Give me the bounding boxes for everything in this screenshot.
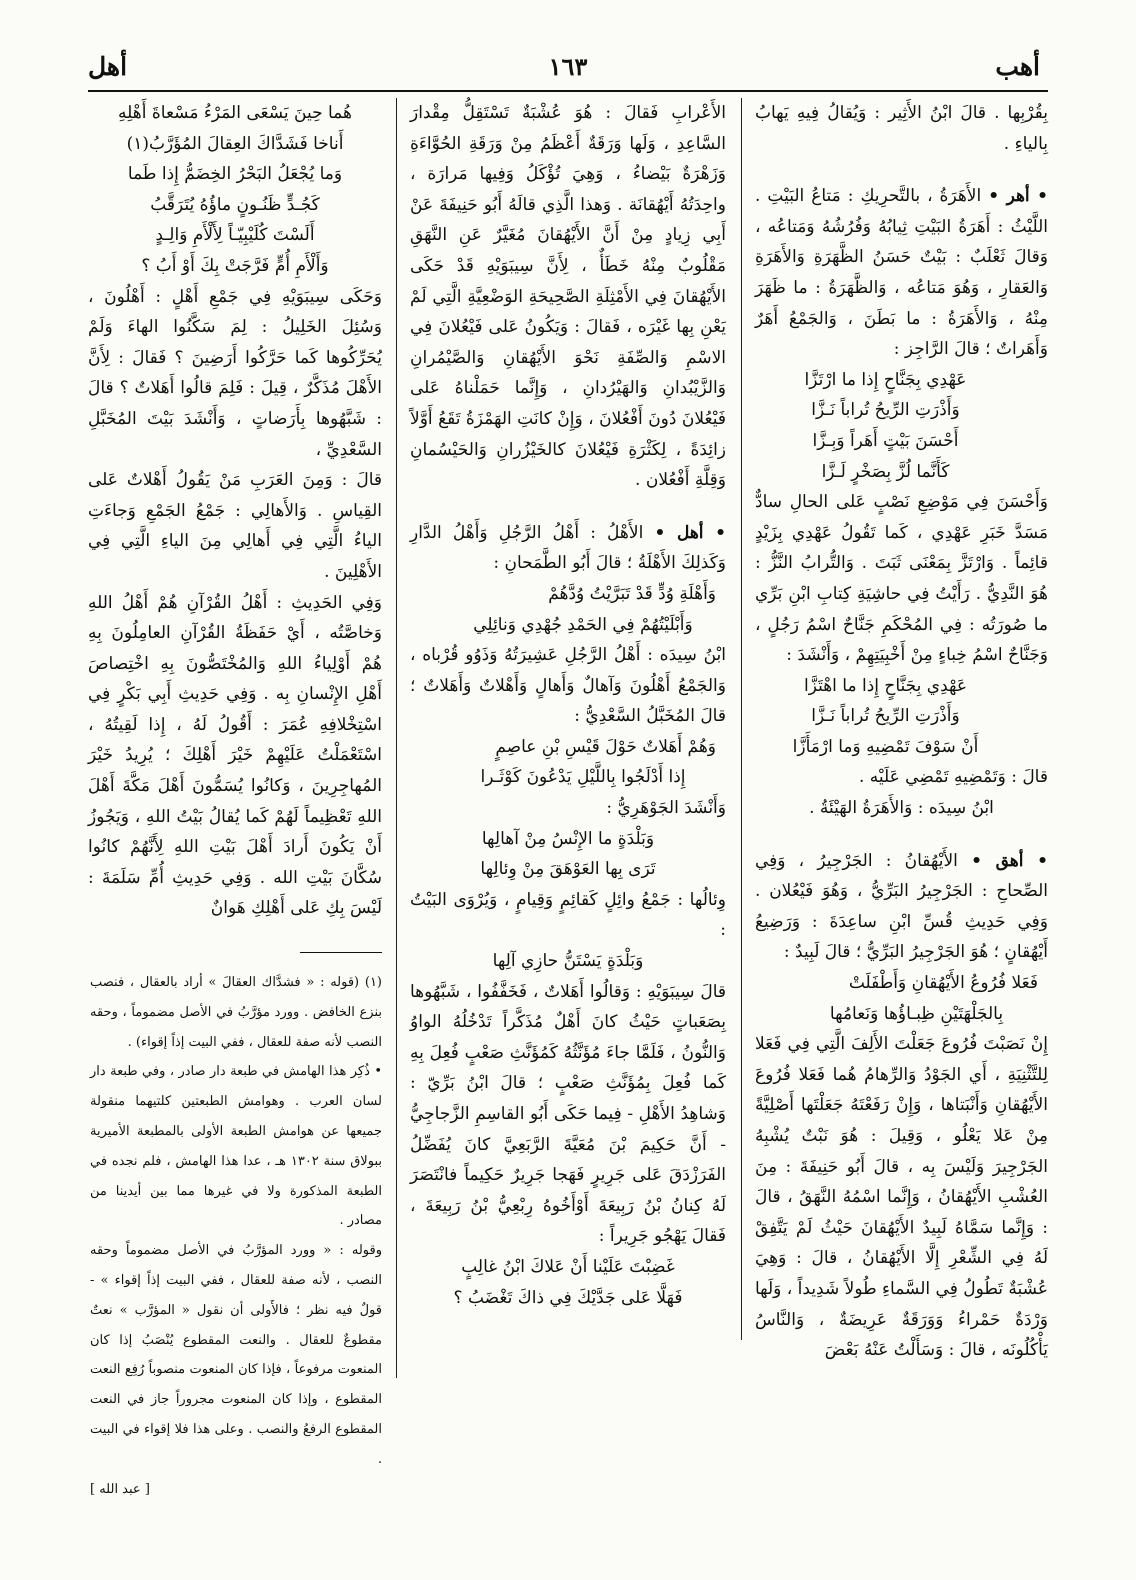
entry-text: الأَهْلُ : أَهْلُ الرَّجُلِ وَأَهْلُ الدَّارِ وَكَذلِكَ الأَهْلَةُ ؛ قالَ أَبُو الطَّمَحانِ : xyxy=(410,522,726,574)
verse-line: كَجُـدٍّ ظَنُـونٍ ماؤُهُ يُتَرَقَّبُ xyxy=(150,194,320,215)
right-column xyxy=(755,98,1048,1366)
header-rule xyxy=(88,90,1048,92)
entry-headword: • أهر • xyxy=(988,186,1048,207)
paragraph: إِنْ نَصَبْتَ فُرُوعَ جَعَلْتَ الأَلِفَ الَّتِي فِي فَعَلا لِلتَّثْنِيَةِ ، أَي الجَوْدُ وَالرِّهامُ هُما فَعَلا فُرُوعَ الأَيْهُقانِ وَأَنْبَتاها ، وَإِنْ رَفَعْتَهُ جَعَلْتَها أَصْلِيَّةً مِنْ عَلا يَعْلُو ، وَقِيلَ : هُوَ نَبْتٌ يُشْبِهُ الجَرْجِيرَ وَلَيْسَ بِه ، قالَ أَبُو حَنِيفَةَ : مِنَ العُشْبِ الأَيْهُقانُ ، وَإِنَّما اسْمُهُ النَّهَقُ ، قالَ : وَإِنَّما سَمَّاهُ لَبِيدٌ الأَيْهُقانَ حَيْثُ لَمْ يَتَّفِقْ لَهُ فِي الشِّعْرِ إِلَّا الأَيْهُقانُ ، قالَ : وَهِيَ عُشْبَةٌ تَطُولُ فِي السَّماءِ طُولاً شَدِيداً ، وَلَها وَرْدَةٌ حَمْراءُ وَوَرَقَةٌ عَرِيضَةٌ ، وَالنَّاسُ يَأْكُلُونَه ، قالَ : وَسَأَلْتُ عَنْهُ بَعْضَ xyxy=(754,1034,1048,1361)
footnote: وقوله : « وورد المؤرَّبُ في الأصل مضموماً وحقه النصب ، لأنه صفة للعقال ، ففي البيت إذاً إقواء » - قولٌ فيه نظر ؛ فالأَولى أن نقول « المؤرَّب » نعتٌ مقطوعٌ للعقال . والنعت المقطوع يُنْصَبُ إذا كان المنعوت مرفوعاً ، فإذا كان المنعوت منصوباً رُفِع النعت المقطوع ، وإذا كان المنعوت مجروراً جاز في النعت المقطوع الرفعُ والنصب . وعلى هذا فلا إقواء في البيت . xyxy=(90,1243,382,1467)
footnotes xyxy=(90,968,382,1504)
verse-line: فَهَلَّا عَلى جَدَّيْكَ فِي ذاكَ تَغْضَبُ ؟ xyxy=(453,1287,683,1308)
verse-line: فَعَلا فُرُوعُ الأَيْهُقانِ وَأَطْفَلَتْ xyxy=(848,973,1038,994)
paragraph: وَحَكَى سِيبَوَيْهِ فِي جَمْعِ أَهْلٍ : أَهْلُونَ ، وَسُئِلَ الخَلِيلُ : لِمَ سَكَّنُوا الهاءَ وَلَمْ يُحَرِّكُوها كَما حَرَّكُوا أَرَضِينَ ؟ فَقالَ : لِأَنَّ الأَهْلَ مُذَكَّرٌ ، قِيلَ : فَلِمَ قالُوا أَهَلاتٌ ؟ قالَ : شَبَّهُوها بِأَرَضاتٍ ، وَأَنْشَدَ بَيْتَ المُخَبَّلِ السَّعْدِيِّ ، xyxy=(88,286,382,460)
verse-line: وَأَلْأَمِ أُمٍّ فَرَّجَتْ بِكَ أَوْ أَبُ ؟ xyxy=(141,255,329,276)
entry-ahl xyxy=(410,518,726,579)
header-root-word-left: أهل xyxy=(88,52,128,81)
entry-headword: • أهل • xyxy=(654,522,727,543)
left-column xyxy=(88,98,382,924)
footnote: (١) (قوله : « فشدَّاك العقالَ » أراد بالعقال ، فنصب بنزع الخافض . وورد مؤرَّبُ في الأصل مضموماً ، وحقه النصب لأنه صفة للعقال ، ففي البيت إذاً إقواء) . xyxy=(90,975,382,1050)
paragraph: قالَ : وَتَمْضِيهِ تَمْضِي عَلَيْه . xyxy=(858,767,1048,788)
paragraph: بِقُرْبِها . قالَ ابْنُ الأَثِير : وَيُقالُ فِيهِ يَهابُ بِالياءِ . xyxy=(755,103,1048,154)
paragraph: ابْنُ سِيدَه : أَهْلُ الرَّجُلِ عَشِيرَتُهُ وَذَوُو قُرْباه ، وَالجَمْعُ أَهْلُونَ وَآهالٌ وَأَهالٍ وَأَهْلاتٌ وَأَهَلاتٌ ؛ قالَ المُخَبَّلُ السَّعْدِيُّ : xyxy=(410,645,726,727)
verse-line: إِذا أَدْلَجُوا بِاللَّيْلِ يَدْعُونَ كَوْثَـرا xyxy=(480,767,686,788)
entry-headword: • أهق • xyxy=(971,850,1049,871)
verse-line: عَهْدِي بِجَنَّاحٍ إِذا ما اهْتَزَّا xyxy=(803,675,968,696)
entry-text: الأَيْهُقانُ : الجَرْجِيرُ ، وَفِي الصِّحاحِ : الجَرْجِيرُ البَرِّيُّ ، وَهُوَ فَيْعُلان . وَفِي حَدِيثِ قُسِّ ابْنِ ساعِدَةَ : وَرَضِيعُ أَيْهُقانٍ ؛ هُوَ الجَرْجِيرُ البَرِّيُّ ؛ قالَ لَبِيدٌ : xyxy=(755,850,1048,963)
verse-line: غَضِبْتَ عَلَيْنا أَنْ عَلاكَ ابْنُ غالِبٍ xyxy=(461,1256,675,1277)
paragraph: وَفِي الحَدِيثِ : أَهْلُ القُرْآنِ هُمْ أَهْلُ اللهِ وَخاصَّتُه ، أَيْ حَفَظَةُ القُرْآنِ العامِلُونَ بِهِ هُمْ أَوْلِياءُ اللهِ وَالمُخْتَصُّونَ بِهِ اخْتِصاصَ أَهْلِ الإِنْسانِ بِه . وَفِي حَدِيثِ أَبِي بَكْرٍ فِي اسْتِخْلافِهِ عُمَرَ : أَقُولُ لَهُ ، إِذا لَقِيتُهُ ، اسْتَعْمَلْتُ عَلَيْهِمْ خَيْرَ أَهْلِكَ ؛ يُرِيدُ خَيْرَ المُهاجِرِينَ ، وَكانُوا يُسَمُّونَ أَهْلَ مَكَّةَ أَهْلَ اللهِ تَعْظِيماً لَهُمْ كَما يُقالُ بَيْتُ اللهِ ، وَيَجُوزُ أَنْ يَكُونَ أَرادَ أَهْلَ بَيْتِ اللهِ لِأَنَّهُمْ كانُوا سُكَّانَ بَيْتِ الله . وَفِي حَدِيثِ أُمِّ سَلَمَةَ : لَيْسَ بِكِ عَلى أَهْلِكِ هَوانٌ xyxy=(88,592,382,919)
footnote-signature: [ عبد الله ] xyxy=(90,1481,150,1497)
column-divider-left xyxy=(396,98,397,1378)
page-number: ١٦٣ xyxy=(548,52,588,81)
footnote: • ذُكِر هذا الهامش في طبعة دار صادر ، وفي طبعة دار لسان العرب . وهوامش الطبعتين كلتيهما منقولة جميعها عن هوامش الطبعة الأولى بالمطبعة الأميرية ببولاق سنة ١٣٠٢ هـ ، عدا هذا الهامش ، فلم نجده في الطبعة المذكورة ولا في غيرها مما بين أيدينا من مصادر . xyxy=(90,1064,382,1229)
column-divider-right xyxy=(741,98,742,1340)
paragraph: الأَعْرابِ فَقالَ : هُوَ عُشْبَةٌ تَسْتَقِلُّ مِقْدارَ السَّاعِدِ ، وَلَها وَرَقَةٌ أَعْظَمُ مِنْ وَرَقَةِ الحُوَّاءَةِ وَزَهْرَةٌ بَيْضاءُ ، وَهِيَ تُؤْكَلُ وَفِيها مَرارَة ، واحِدَتُهُ أَيْهُقانَة . وَهذا الَّذِي قالَهُ أَبُو حَنِيفَةَ عَنْ أَبِي زِيادٍ مِنْ أَنَّ الأَيْهُقانَ مُغَيَّرٌ عَنِ النَّهَقِ مَقْلُوبٌ مِنْهُ خَطَأٌ ، لِأَنَّ سِيبَوَيْهِ قَدْ حَكَى الأَيْهُقانَ فِي الأَمْثِلَةِ الصَّحِيحَةِ الوَضْعِيَّةِ الَّتِي لَمْ يَعْنِ بِها غَيْرَه ، فَقالَ : وَيَكُونُ عَلى فَيْعُلانَ فِي الاسْمِ وَالصِّفَةِ نَحْوَ الأَيْهُقانِ وَالصَّيْمُرانِ وَالزَّيْبُدانِ وَالهَيْرُدانِ ، وَإِنَّما حَمَلْناهُ عَلى فَيْعُلانَ دُونَ أَفْعُلانَ ، وَإِنْ كانَتِ الهَمْزَةُ تَقَعُ أَوَّلاً زائِدَةً ، لِكَثْرَةِ فَيْعُلانَ كالخَيْزُرانِ وَالحَيْسُمانِ وَقِلَّةِ أَفْعُلان . xyxy=(410,103,726,491)
verse-line: أَلَسْتَ كُلَيْبِيّـاً لِأَلْأَمِ وَالِـدٍ xyxy=(155,225,315,246)
verse-line: وَأَذْرَتِ الرِّيحُ تُراباً نَـزَّا xyxy=(811,706,960,727)
verse-line: وَأَهْلَةِ وُدٍّ قَدْ تَبَرَّيْتُ وُدَّهُمْ xyxy=(548,583,716,604)
verse-line: تَرَى بِها العَوْهَقَ مِنْ وِئالِها xyxy=(480,859,656,880)
verse-line: أَنْ سَوْفَ تَمْضِيهِ وَما ارْمَأَزَّا xyxy=(792,736,979,757)
verse-line: وَأَبْلَيْتُهُمْ فِي الحَمْدِ جُهْدِي وَنائِلِي xyxy=(473,614,693,635)
verse-line: بِالجَلْهَتَيْنِ ظِبـاؤُها وَنَعامُها xyxy=(829,1003,1004,1024)
footnote-rule xyxy=(300,952,382,953)
paragraph: وَأَنْشَدَ الجَوْهَرِيُّ : xyxy=(606,798,726,819)
header-root-word-right: أهب xyxy=(995,52,1040,81)
verse-line: هُما حِينَ يَسْعَى المَرْءُ مَسْعاةَ أَهْلِهِ xyxy=(118,103,352,123)
verse-line: وَما يُجْعَلُ البَحْرُ الخِضَمُّ إِذا طَما xyxy=(127,164,343,185)
paragraph: وِئالُها : جَمْعُ وائِلٍ كَقائِمٍ وَقِيامٍ ، وَيُرْوَى البَيْتُ : xyxy=(410,889,726,941)
paragraph: وَأَحْسَنَ فِي مَوْضِعِ نَصْبٍ عَلى الحالِ سادٌّ مَسَدَّ خَبَرِ عَهْدِي ، كَما تَقُولُ عَهْدِي بِزَيْدٍ قائِماً . وَارْتَزَّ بِمَعْنَى ثَبَتَ . وَالتُّرابُ النَّزُّ : هُوَ النَّدِيُّ . رَأَيْتُ فِي حاشِيَةِ كِتابِ ابْنِ بَرِّي ما صُورَتُه : فِي المُحْكَمِ جَنَّاحٌ اسْمُ رَجُلٍ ، وَجَنَّاحٌ اسْمُ خِباءٍ مِنْ أَخْبِيَتِهِمْ ، وَأَنْشَدَ : xyxy=(755,492,1048,666)
paragraph: قالَ : وَمِنَ العَرَبِ مَنْ يَقُولُ أَهْلاتٌ عَلى القِياسِ . وَالأَهالِي : جَمْعُ الجَمْعِ وَجاءَتِ الياءُ الَّتِي فِي أَهالِي مِنَ الياءِ الَّتِي فِي الأَهْلِينَ . xyxy=(88,470,382,582)
verse-line: وَهُمْ أَهَلاتٌ حَوْلَ قَيْسِ بْنِ عاصِمٍ xyxy=(495,736,716,757)
verse-line: عَهْدِي بِجَنَّاحٍ إِذا ما ارْتَزَّا xyxy=(804,369,967,390)
entry-ahr xyxy=(755,181,1048,365)
verse-line: وَبَلْدَةٍ يَسْتَنُّ حازِي آلِها xyxy=(492,951,644,972)
entry-ahq xyxy=(755,846,1048,968)
verse-line: كَأَنَّما لُزَّ بِصَخْرٍ لَـزَّا xyxy=(821,461,950,482)
verse-line: وَبَلْدَةٍ ما الإِنْسُ مِنْ آهالِها xyxy=(481,828,655,849)
paragraph: ابْنُ سِيدَه : وَالأَهَرَةُ الهَيْئَةُ . xyxy=(809,798,994,819)
verse-line: أَناخا فَشَدَّاكَ العِقالَ المُؤَرَّبُ(١) xyxy=(126,133,344,154)
verse-line: أَحْسَنَ بَيْتٍ أَهَراً وَبِـزَّا xyxy=(812,430,959,451)
middle-column xyxy=(410,98,726,1313)
paragraph: قالَ سِيبَوَيْهِ : وَقالُوا أَهَلاتٌ ، فَخَفَّفُوا ، شَبَّهُوها بِصَعَباتٍ حَيْثُ كانَ أَهْلٌ مُذَكَّراً تَدْخُلُهُ الواوُ وَالنُّونُ ، فَلَمَّا جاءَ مُؤَنَّثُهُ كَمُؤَنَّثِ صَعْبٍ فُعِلَ بِهِ كَما فُعِلَ بِمُؤَنَّثِ صَعْبٍ ؛ قالَ ابْنُ بَرِّيّ : وَشاهِدُ الأَهْلِ - فِيما حَكَى أَبُو القاسِمِ الزَّجاجِيُّ - أَنَّ حَكِيمَ بْنَ مُعَيَّةَ الرَّبَعِيَّ كانَ يُفَضِّلُ الفَرَزْدَقَ عَلى جَرِيرٍ فَهَجا جَرِيرٌ حَكِيماً فانْتَصَرَ لَهُ كِنانُ بْنُ رَبِيعَةَ أَوْأَخُوهُ رِبْعِيُّ بْنُ رَبِيعَةَ ، فَقالَ يَهْجُو جَرِيراً : xyxy=(410,981,726,1247)
entry-text: الأَهَرَةُ ، بالتَّحرِيكِ : مَتاعُ البَيْتِ . اللَّيْثُ : أَهَرَةُ البَيْتِ ثِيابُهُ وَفُرُشُهُ وَمَتاعُه ، وَقالَ ثَعْلَبٌ : بَيْتٌ حَسَنُ الظَّهَرَةِ وَالأَهَرَةِ وَالعَقارِ ، وَهُوَ مَتاعُه ، وَالظَّهَرَةُ : ما ظَهَرَ مِنْهُ ، وَالأَهَرَةُ : ما بَطَنَ ، وَالجَمْعُ أَهَرٌ وَأَهَراتٌ ؛ قالَ الرَّاجِز : xyxy=(755,186,1048,360)
verse-line: وَأَذْرَتِ الرِّيحُ تُراباً نَـزَّا xyxy=(811,400,960,421)
